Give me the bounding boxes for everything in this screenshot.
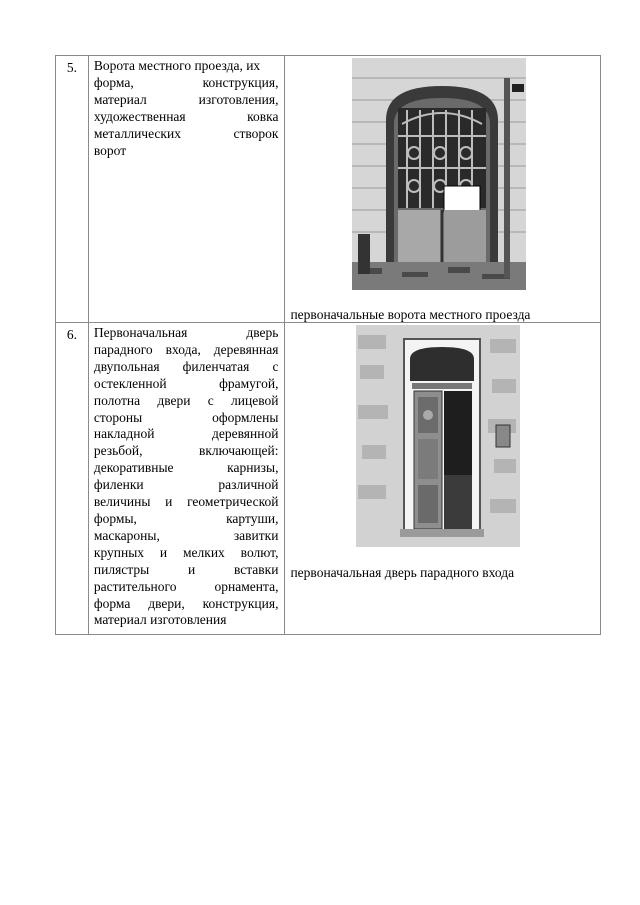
description-line: Первоначальная дверь xyxy=(93,325,279,340)
description-line: резьбой, включающей: xyxy=(93,443,279,459)
row-number: 5. xyxy=(66,60,77,75)
door-description xyxy=(89,323,285,631)
description-line: форма двери, конструкция, xyxy=(93,595,279,611)
description-line: декоративные карнизы, xyxy=(93,460,279,476)
description-line: пилястры и вставки xyxy=(93,561,279,577)
table-row xyxy=(56,323,601,635)
description-line: художественная ковка xyxy=(93,108,279,124)
description-line: растительного орнамента, xyxy=(93,578,279,594)
image-cell xyxy=(285,323,601,635)
description-line: форма, конструкция, xyxy=(93,74,279,90)
description-line: остекленной фрамугой, xyxy=(93,375,279,391)
row-number: 6. xyxy=(66,327,77,342)
description-line: ворот xyxy=(93,142,127,158)
door-photo xyxy=(356,325,520,547)
description-cell xyxy=(88,323,285,635)
description-line: полотна двери с лицевой xyxy=(93,392,279,408)
description-line: Ворота местного проезда, их xyxy=(93,58,261,73)
description-cell xyxy=(88,56,285,323)
description-line: двупольная филенчатая с xyxy=(93,358,279,374)
description-line: филенки различной xyxy=(93,477,279,493)
gate-photo xyxy=(352,58,526,290)
description-line: формы, картуши, xyxy=(93,510,279,526)
door-photo-caption: первоначальная дверь парадного входа xyxy=(290,565,515,580)
description-line: величины и геометрической xyxy=(93,494,279,510)
row-number-cell xyxy=(56,56,89,323)
description-line: парадного входа, деревянная xyxy=(93,341,279,357)
description-line: материал изготовления xyxy=(93,612,227,628)
image-cell xyxy=(285,56,601,323)
description-line: материал изготовления, xyxy=(93,91,279,107)
description-line: металлических створок xyxy=(93,125,279,141)
heritage-table xyxy=(55,55,601,635)
description-line: стороны оформлены xyxy=(93,409,279,425)
gate-description xyxy=(89,56,285,161)
description-line: накладной деревянной xyxy=(93,426,279,442)
description-line: крупных и мелких волют, xyxy=(93,544,279,560)
table-row xyxy=(56,56,601,323)
gate-photo-caption: первоначальные ворота местного проезда xyxy=(290,307,531,322)
row-number-cell xyxy=(56,323,89,635)
description-line: маскароны, завитки xyxy=(93,527,279,543)
